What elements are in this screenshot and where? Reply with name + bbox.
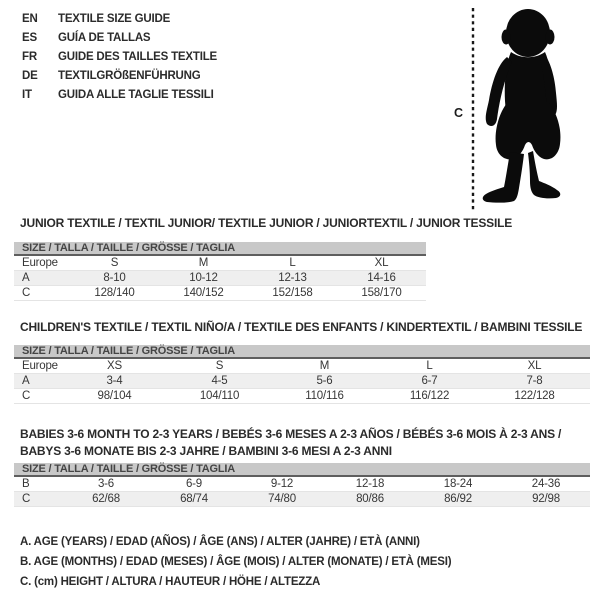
- table-cell: M: [198, 257, 209, 269]
- footnote-c: C. (cm) HEIGHT / ALTURA / HAUTEUR / HÖHE / ALTEZZA: [20, 576, 321, 588]
- table-cell: 7-8: [526, 375, 543, 387]
- row-label: Europe: [22, 257, 58, 269]
- table-cell: 152/158: [272, 287, 313, 299]
- table-cell: 86/92: [444, 493, 472, 505]
- table-cell: 116/122: [409, 390, 450, 402]
- table-cell: 104/110: [199, 390, 240, 402]
- lang-row-en: [22, 9, 217, 28]
- table-cell: XL: [527, 360, 542, 372]
- language-list: [22, 9, 217, 104]
- lang-title: GUÍA DE TALLAS: [58, 31, 151, 44]
- table-cell: 122/128: [514, 390, 555, 402]
- table-row: [14, 286, 426, 301]
- lang-title: GUIDA ALLE TAGLIE TESSILI: [58, 88, 214, 101]
- table-cell: 3-4: [106, 375, 123, 387]
- babies-title-line2: BABYS 3-6 MONATE BIS 2-3 JAHRE / BAMBINI 3-6 MESI A 2-3 ANNI: [20, 443, 392, 458]
- table-cell: 6-7: [421, 375, 438, 387]
- lang-code: EN: [22, 12, 38, 25]
- table-cell: 9-12: [270, 478, 294, 490]
- table-cell: 24-36: [531, 478, 561, 490]
- babies-title-line1: BABIES 3-6 MONTH TO 2-3 YEARS / BEBÉS 3-6 MESES A 2-3 AÑOS / BÉBÉS 3-6 MOIS À 2-3 ANS /: [20, 427, 562, 441]
- table-cell: 14-16: [367, 272, 396, 284]
- row-label: C: [22, 493, 31, 505]
- babies-table-title: [20, 426, 561, 459]
- table-cell: 12-18: [355, 478, 385, 490]
- table-cell: 140/152: [183, 287, 224, 299]
- table-cell: 74/80: [268, 493, 296, 505]
- lang-title: GUIDE DES TAILLES TEXTILE: [58, 50, 217, 63]
- babies-table: [14, 463, 590, 507]
- lang-code: FR: [22, 50, 37, 63]
- row-label: C: [22, 287, 31, 299]
- size-header-row: SIZE / TALLA / TAILLE / GRÖSSE / TAGLIA: [14, 463, 590, 477]
- lang-row-fr: [22, 47, 217, 66]
- lang-title: TEXTILE SIZE GUIDE: [58, 12, 171, 25]
- table-cell: L: [426, 360, 433, 372]
- row-label: Europe: [22, 360, 58, 372]
- table-row: [14, 389, 590, 404]
- table-row: [14, 256, 426, 271]
- lang-code: ES: [22, 31, 37, 44]
- lang-code: DE: [22, 69, 38, 82]
- junior-table-title: JUNIOR TEXTILE / TEXTIL JUNIOR/ TEXTILE JUNIOR / JUNIORTEXTIL / JUNIOR TESSILE: [20, 216, 513, 230]
- table-cell: S: [110, 257, 119, 269]
- row-label: A: [22, 272, 30, 284]
- table-cell: 68/74: [180, 493, 208, 505]
- row-label: A: [22, 375, 30, 387]
- lang-row-de: [22, 66, 217, 85]
- children-table: [14, 345, 590, 404]
- table-cell: 3-6: [97, 478, 115, 490]
- baby-figure: [430, 0, 600, 215]
- footnote-a: A. AGE (YEARS) / EDAD (AÑOS) / ÂGE (ANS) / ALTER (JAHRE) / ETÀ (ANNI): [20, 536, 420, 548]
- lang-row-es: [22, 28, 217, 47]
- table-cell: 12-13: [278, 272, 307, 284]
- table-cell: 10-12: [189, 272, 218, 284]
- table-cell: 128/140: [94, 287, 135, 299]
- table-cell: 62/68: [92, 493, 120, 505]
- table-cell: M: [319, 360, 330, 372]
- table-row: [14, 492, 590, 507]
- table-row: [14, 477, 590, 492]
- height-measure-label: C: [454, 106, 464, 120]
- size-header-row: SIZE / TALLA / TAILLE / GRÖSSE / TAGLIA: [14, 345, 590, 359]
- table-row: [14, 359, 590, 374]
- table-cell: 8-10: [103, 272, 126, 284]
- footnotes: [20, 532, 451, 592]
- lang-title: TEXTILGRÖßENFÜHRUNG: [58, 69, 201, 82]
- footnote-b: B. AGE (MONTHS) / EDAD (MESES) / ÂGE (MOIS) / ALTER (MONATE) / ETÀ (MESI): [20, 556, 452, 568]
- table-cell: 80/86: [356, 493, 384, 505]
- table-cell: 4-5: [211, 375, 228, 387]
- table-cell: L: [289, 257, 296, 269]
- lang-code: IT: [22, 88, 32, 101]
- table-cell: 18-24: [443, 478, 473, 490]
- row-label: B: [22, 478, 30, 490]
- table-cell: XS: [107, 360, 122, 372]
- table-row: [14, 374, 590, 389]
- junior-table: [14, 242, 426, 301]
- table-cell: XL: [374, 257, 389, 269]
- table-cell: 5-6: [316, 375, 333, 387]
- table-cell: 110/116: [305, 390, 344, 402]
- lang-row-it: [22, 85, 217, 104]
- table-row: [14, 271, 426, 286]
- table-cell: S: [215, 360, 224, 372]
- table-cell: 158/170: [361, 287, 402, 299]
- row-label: C: [22, 390, 31, 402]
- children-table-title: CHILDREN'S TEXTILE / TEXTIL NIÑO/A / TEXTILE DES ENFANTS / KINDERTEXTIL / BAMBINI TESSILE: [20, 320, 583, 334]
- size-header-row: SIZE / TALLA / TAILLE / GRÖSSE / TAGLIA: [14, 242, 426, 256]
- table-cell: 92/98: [532, 493, 560, 505]
- table-cell: 6-9: [185, 478, 203, 490]
- table-cell: 98/104: [97, 390, 132, 402]
